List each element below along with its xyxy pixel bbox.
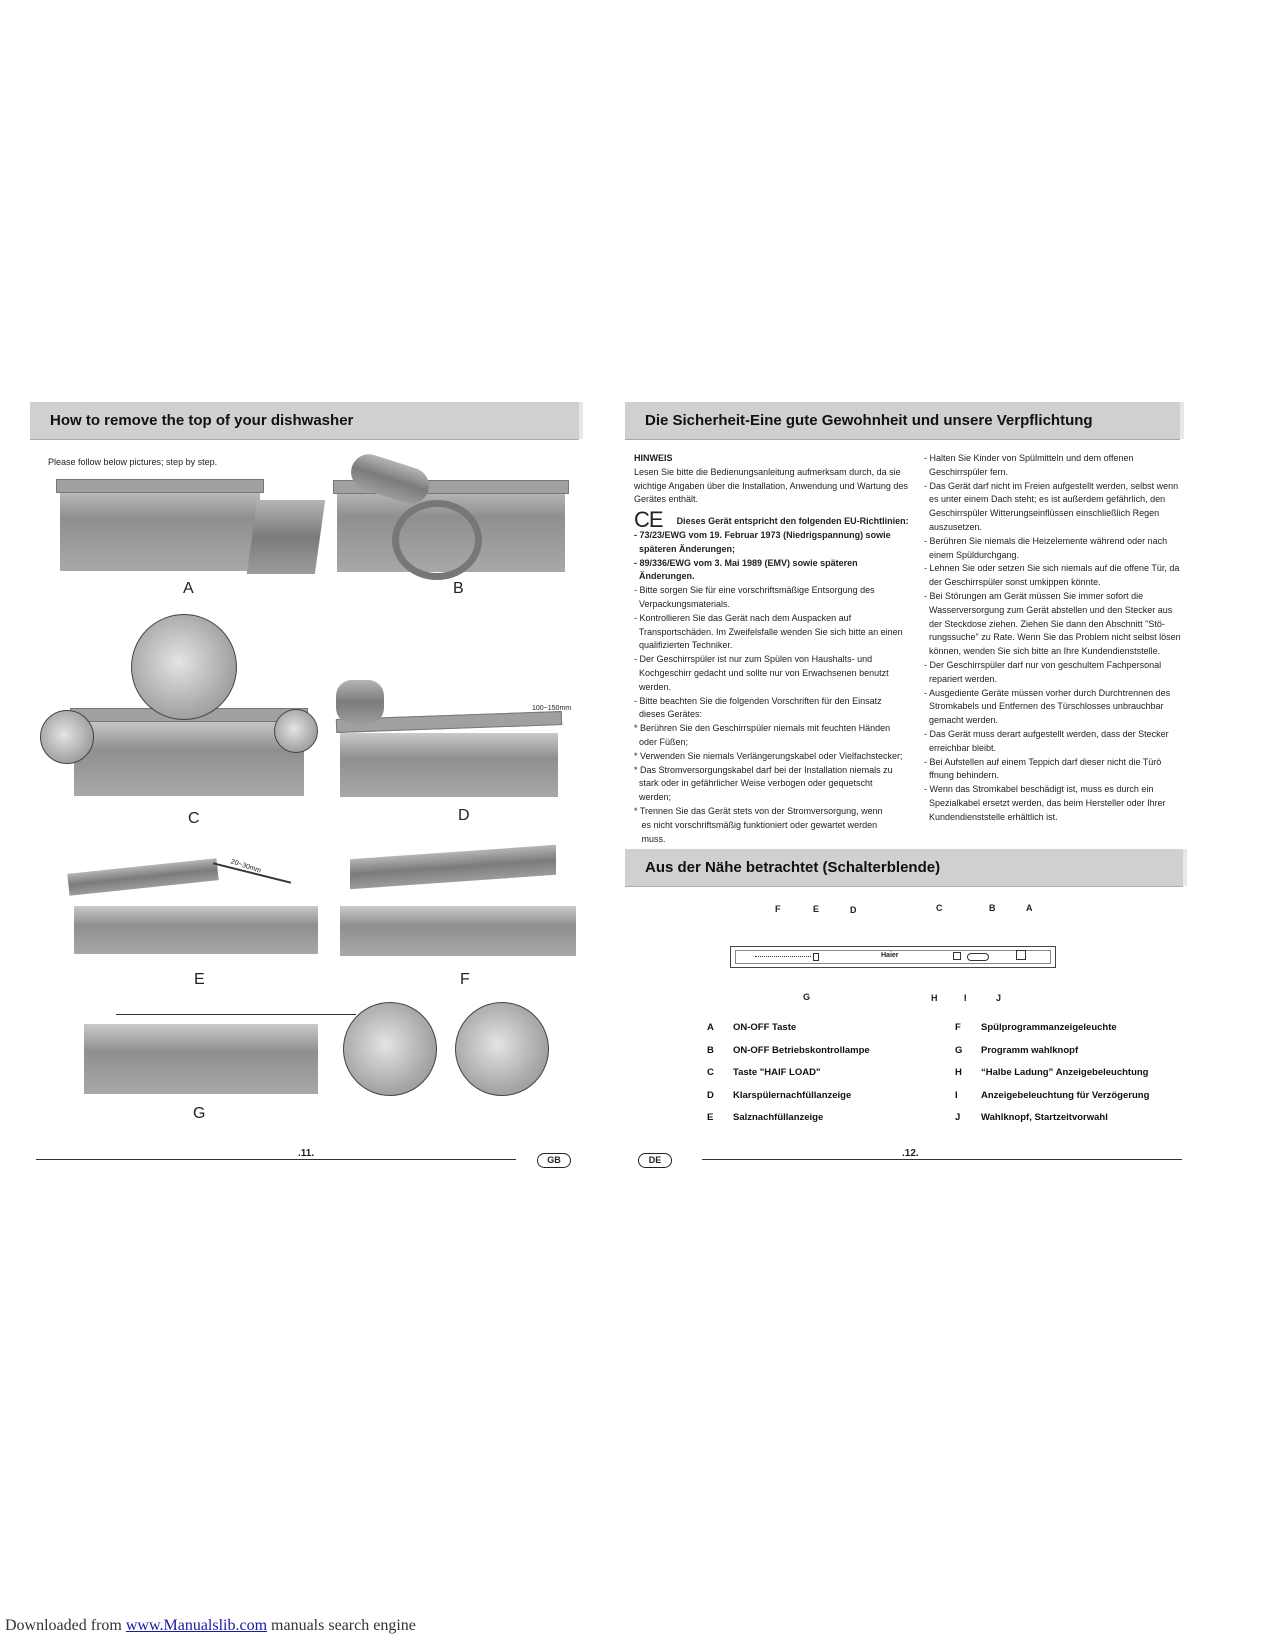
safety-line: es unter einem Dach steht; es ist außerdem gefährlich, den: [924, 494, 1166, 505]
hinweis-text: Lesen Sie bitte die Bedienungsanleitung aufmerksam durch, da sie wichtige Angaben über die Installation, Anwendung und Wartung des Gerätes enthält.: [634, 466, 908, 505]
legend-row: [707, 1090, 851, 1101]
directive-item: Änderungen.: [634, 571, 695, 582]
legend-text: Taste "HAIF LOAD": [733, 1067, 821, 1078]
figure-g-bracket: [116, 1014, 356, 1015]
legend-letter: C: [707, 1067, 714, 1078]
safety-line: Transportschäden. Im Zweifelsfalle wenden Sie sich bitte an einen: [634, 626, 903, 637]
legend-letter: I: [955, 1089, 958, 1101]
safety-line: Verpackungsmaterials.: [634, 598, 731, 609]
safety-line: Geschirrspüler fern.: [924, 466, 1009, 477]
legend-text: Salznachfüllanzeige: [733, 1112, 824, 1123]
legend-text: ON-OFF Betriebskontrollampe: [733, 1044, 870, 1056]
panel-label-f: F: [775, 904, 781, 914]
measure-e: 20~30mm: [229, 858, 262, 875]
panel-label-a: A: [1026, 903, 1033, 913]
figure-a-photo: [60, 483, 260, 571]
safety-line: Kundendienststelle erhältlich ist.: [924, 811, 1058, 822]
safety-line: - Kontrollieren Sie das Gerät nach dem Auspacken auf: [634, 612, 852, 623]
safety-line: qualifizierten Techniker.: [634, 640, 733, 651]
safety-line: * Verwenden Sie niemals Verlängerungskabel oder Vielfachstecker;: [634, 750, 903, 761]
safety-line: Wasserversorgung zum Gerät abstellen und den Stecker aus: [924, 604, 1173, 615]
legend-letter: G: [955, 1044, 963, 1056]
figure-g-circle-1: [343, 1002, 437, 1096]
safety-line: es nicht vorschriftsmäßig funktioniert oder gewartet werden: [634, 819, 878, 830]
measure-d: 100~150mm: [532, 705, 572, 712]
panel-button-j: [967, 953, 989, 961]
safety-line: - Berühren Sie niemals die Heizelemente während oder nach: [924, 535, 1168, 546]
safety-line: - Lehnen Sie oder setzen Sie sich niemals auf die offene Tür, da: [924, 563, 1180, 574]
safety-line: * Berühren Sie den Geschirrspüler niemals mit feuchten Händen: [634, 723, 891, 734]
hose-coil: [392, 500, 482, 580]
figure-c-right-circle: [274, 709, 318, 753]
safety-line: erreichbar bleibt.: [924, 742, 997, 753]
safety-line: * Das Stromversorgungskabel darf bei der Installation niemals zu: [634, 764, 893, 775]
figure-label-g: G: [193, 1105, 206, 1122]
safety-line: muss.: [634, 833, 666, 844]
figure-c-zoom-circle: [131, 614, 237, 720]
figure-a-inset-photo: [247, 500, 325, 574]
legend-text: Wahlknopf, Startzeitvorwahl: [981, 1112, 1108, 1123]
legend-text: Anzeigebeleuchtung für Verzögerung: [981, 1089, 1150, 1101]
legend-row: [955, 1045, 1078, 1056]
legend-letter: F: [955, 1022, 961, 1033]
figure-label-b: B: [453, 580, 464, 597]
footer-prefix: Downloaded from: [5, 1617, 126, 1634]
intro-text: Please follow below pictures; step by step.: [48, 457, 218, 467]
right-footer-rule: [702, 1159, 1182, 1160]
legend-letter: H: [955, 1067, 962, 1078]
safety-line: Kochgeschirr gedacht und sollte nur von Erwachsenen benutzt: [634, 667, 889, 678]
figure-e-photo: [74, 906, 318, 954]
figure-g-circle-2: [455, 1002, 549, 1096]
figure-d-photo: [340, 733, 558, 797]
legend-row: [707, 1112, 823, 1123]
figure-e-top: [67, 858, 218, 896]
safety-line: Stromkabels und Entfernen des Türschlosses unbrauchbar: [924, 701, 1164, 712]
safety-line: ffnung behindern.: [924, 770, 999, 781]
right-header-2-title: Aus der Nähe betrachtet (Schalterblende): [645, 859, 941, 876]
safety-line: dieses Gerätes:: [634, 709, 703, 720]
download-footer: [5, 1617, 416, 1635]
footer-suffix: manuals search engine: [267, 1617, 416, 1634]
legend-row: [955, 1022, 1117, 1033]
figure-label-d: D: [458, 807, 470, 824]
legend-row: [707, 1045, 870, 1056]
directive-item: - 89/336/EWG vom 3. Mai 1989 (EMV) sowie späteren: [634, 557, 858, 568]
safety-line: repariert werden.: [924, 673, 998, 684]
safety-line: gemacht werden.: [924, 715, 999, 726]
safety-list-1: [634, 584, 916, 846]
panel-label-h: H: [931, 993, 938, 1003]
directive-item: - 73/23/EWG vom 19. Februar 1973 (Niedrigspannung) sowie: [634, 529, 891, 540]
safety-line: stark oder in gefährlicher Weise verbogen oder gequetscht: [634, 778, 873, 789]
directive-item: späteren Änderungen;: [634, 543, 736, 554]
ce-mark: CE: [634, 507, 663, 533]
figure-f-top: [350, 845, 556, 889]
legend-row: [955, 1067, 1149, 1078]
legend-text: Spülprogrammanzeigeleuchte: [981, 1022, 1117, 1033]
right-section-header-2: [625, 849, 1183, 887]
ce-line: [634, 507, 916, 533]
left-page-number: .11.: [298, 1148, 315, 1159]
legend-row: [707, 1022, 796, 1033]
safety-line: - Bei Störungen am Gerät müssen Sie immer sofort die: [924, 590, 1144, 601]
safety-line: - Halten Sie Kinder von Spülmitteln und dem offenen: [924, 453, 1134, 463]
safety-line: - Das Gerät darf nicht im Freien aufgestellt werden, selbst wenn: [924, 480, 1179, 491]
figure-b-photo: [337, 480, 565, 572]
figure-c-left-circle: [40, 710, 94, 764]
safety-line: - Bei Aufstellen auf einem Teppich darf dieser nicht die Türö: [924, 756, 1162, 767]
legend-letter: E: [707, 1112, 714, 1123]
manualslib-link[interactable]: www.Manualslib.com: [125, 1617, 268, 1634]
panel-program-leds: [755, 956, 811, 960]
panel-label-e: E: [813, 904, 820, 914]
figure-label-c: C: [188, 810, 200, 827]
panel-label-d: D: [850, 905, 857, 915]
safety-line: - Das Gerät muss derart aufgestellt werden, dass der Stecker: [924, 728, 1169, 739]
panel-brand: Haier: [881, 952, 899, 959]
figure-f-photo: [340, 906, 576, 956]
legend-text: Programm wahlknopf: [981, 1044, 1079, 1056]
panel-label-b: B: [989, 903, 996, 913]
safety-line: können, wenden Sie sich bitte an Ihre Kundendienststelle.: [924, 646, 1161, 657]
safety-line: werden;: [634, 792, 672, 803]
figure-g-photo: [84, 1024, 318, 1094]
figure-label-f: F: [460, 971, 470, 988]
safety-line: * Trennen Sie das Gerät stets von der Stromversorgung, wenn: [634, 805, 883, 816]
panel-label-c: C: [936, 903, 943, 913]
safety-line: oder Füßen;: [634, 736, 689, 747]
panel-button-g: [813, 953, 819, 961]
right-header-1-title: Die Sicherheit-Eine gute Gewohnheit und unsere Verpflichtung: [645, 412, 1093, 429]
safety-line: werden.: [634, 681, 672, 692]
safety-line: der Steckdose ziehen. Ziehen Sie dann den Abschnitt "Stö-: [924, 618, 1165, 629]
safety-line: auszusetzen.: [924, 521, 983, 532]
legend-text: Klarspülernachfüllanzeige: [733, 1089, 852, 1101]
panel-label-j: J: [996, 993, 1002, 1003]
panel-label-g: G: [803, 992, 811, 1002]
legend-text: ON-OFF Taste: [733, 1022, 797, 1033]
figure-label-e: E: [194, 971, 205, 988]
safety-line: rungssuche" zu Rate. Wenn Sie das Problem nicht selbst lösen: [924, 632, 1181, 643]
left-lang-badge: GB: [537, 1153, 571, 1168]
legend-letter: B: [707, 1044, 714, 1056]
safety-line: - Der Geschirrspüler darf nur von geschultem Fachpersonal: [924, 659, 1162, 670]
ce-text: Dieses Gerät entspricht den folgenden EU-Richtlinien:: [676, 516, 909, 527]
panel-label-i: I: [964, 993, 967, 1003]
safety-line: - Ausgediente Geräte müssen vorher durch Durchtrennen des: [924, 687, 1171, 698]
left-section-header: [30, 402, 579, 440]
safety-line: - Bitte beachten Sie die folgenden Vorschriften für den Einsatz: [634, 695, 882, 706]
legend-row: [955, 1090, 1149, 1101]
left-header-title: How to remove the top of your dishwasher: [50, 412, 354, 429]
legend-letter: D: [707, 1089, 714, 1101]
legend-row: [707, 1067, 820, 1078]
safety-line: - Bitte sorgen Sie für eine vorschriftsmäßige Entsorgung des: [634, 585, 875, 596]
figure-c-photo: [74, 720, 304, 796]
figure-label-a: A: [183, 580, 194, 597]
control-panel-diagram: [730, 946, 1056, 968]
directive-list: [634, 529, 916, 584]
legend-row: [955, 1112, 1108, 1123]
safety-line: - Wenn das Stromkabel beschädigt ist, muss es durch ein: [924, 784, 1154, 795]
legend-letter: J: [955, 1112, 961, 1123]
safety-column-1: [634, 452, 916, 846]
safety-line: - Der Geschirrspüler ist nur zum Spülen von Haushalts- und: [634, 654, 873, 665]
safety-column-2: [924, 452, 1186, 825]
legend-text: “Halbe Ladung” Anzeigebeleuchtung: [981, 1067, 1149, 1078]
right-lang-badge: DE: [638, 1153, 672, 1168]
right-section-header-1: [625, 402, 1180, 440]
figure-d-hand: [336, 680, 384, 724]
safety-line: der Geschirrspüler sonst umkippen könnte.: [924, 577, 1101, 588]
hinweis-title: HINWEIS: [634, 453, 673, 463]
safety-line: Spezialkabel ersetzt werden, das beim Hersteller oder Ihrer: [924, 797, 1166, 808]
panel-button-a: [1016, 950, 1026, 960]
panel-button-c: [953, 952, 961, 960]
left-footer-rule: [36, 1159, 516, 1160]
safety-line: einem Spüldurchgang.: [924, 549, 1020, 560]
legend-letter: A: [707, 1022, 714, 1033]
safety-line: Geschirrspüler Witterungseinflüssen einschließlich Regen: [924, 508, 1160, 519]
right-page-number: .12.: [902, 1148, 919, 1159]
